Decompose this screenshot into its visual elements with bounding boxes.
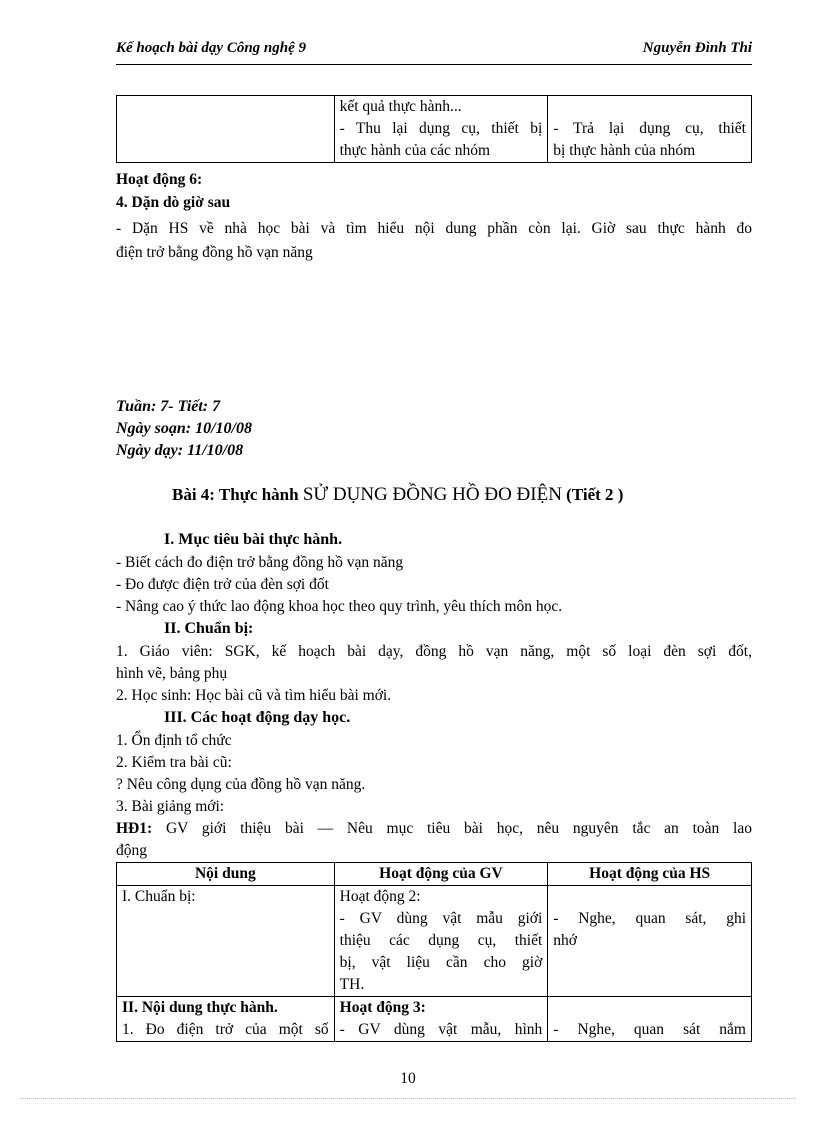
top-table-cell: - Trả lại dụng cụ, thiết bị thực hành của nhóm [548, 96, 752, 163]
table-cell: I. Chuẩn bị: [117, 886, 335, 997]
activity-item: ? Nêu công dụng của đồng hồ vạn năng. [116, 776, 366, 793]
activity-item: 1. Ổn định tổ chức [116, 732, 232, 749]
main-table [116, 862, 752, 1042]
activity6-text-2: điện trở bằng đồng hồ vạn năng [116, 244, 313, 261]
objective-item: - Biết cách đo điện trở bằng đồng hồ vạn năng [116, 554, 404, 571]
header-right: Nguyễn Đình Thi [642, 40, 752, 56]
lesson-title: Bài 4: Thực hành SỬ DỤNG ĐỒNG HỒ ĐO ĐIỆN (Tiết 2 ) [172, 484, 624, 505]
hd1-text: HĐ1: GV giới thiệu bài — Nêu mục tiêu bài học, nêu nguyên tắc an toàn lao [116, 820, 752, 837]
activity6-text: - Dặn HS về nhà học bài và tìm hiểu nội dung phần còn lại. Giờ sau thực hành đo [116, 220, 752, 237]
table-cell: Hoạt động 3: - GV dùng vật mẫu, hình [334, 997, 548, 1042]
table-header: Hoạt động của GV [334, 863, 548, 886]
top-table-cell: kết quả thực hành... - Thu lại dụng cụ, thiết bị thực hành của các nhóm [334, 96, 548, 163]
objectives-heading: I. Mục tiêu bài thực hành. [164, 531, 343, 548]
table-cell: - Nghe, quan sát, ghi nhớ [548, 886, 752, 997]
table-row [117, 886, 752, 997]
objective-item: - Đo được điện trở của đèn sợi đốt [116, 576, 329, 593]
table-cell: Hoạt động 2: - GV dùng vật mẫu giới thiệu các dụng cụ, thiết bị, vật liệu cần cho giờ TH. [334, 886, 548, 997]
footer-divider [20, 1098, 796, 1099]
preparation-teacher: 1. Giáo viên: SGK, kế hoạch bài dạy, đồng hồ vạn năng, một số loại đèn sợi đốt, [116, 643, 752, 660]
page-number: 10 [400, 1070, 416, 1087]
week-info: Tuần: 7- Tiết: 7 [116, 398, 221, 415]
objective-item: - Nâng cao ý thức lao động khoa học theo quy trình, yêu thích môn học. [116, 598, 563, 615]
table-cell: II. Nội dung thực hành. 1. Đo điện trở của một số [117, 997, 335, 1042]
prepared-date: Ngày soạn: 10/10/08 [116, 420, 252, 437]
preparation-heading: II. Chuẩn bị: [164, 620, 254, 637]
preparation-student: 2. Học sinh: Học bài cũ và tìm hiểu bài mới. [116, 687, 392, 704]
activity-item: 3. Bài giảng mới: [116, 798, 225, 815]
hd1-text-2: động [116, 842, 147, 859]
header-left: Kế hoạch bài dạy Công nghệ 9 [116, 40, 307, 56]
table-header-row [117, 863, 752, 886]
preparation-teacher-2: hình vẽ, bảng phụ [116, 665, 228, 682]
table-row [117, 997, 752, 1042]
table-cell: - Nghe, quan sát nắm [548, 997, 752, 1042]
header-divider [116, 64, 752, 65]
table-header: Nội dung [117, 863, 335, 886]
table-header: Hoạt động của HS [548, 863, 752, 886]
taught-date: Ngày dạy: 11/10/08 [116, 442, 244, 459]
activities-heading: III. Các hoạt động dạy học. [164, 709, 351, 726]
top-table [116, 95, 752, 163]
activity-item: 2. Kiểm tra bài cũ: [116, 754, 232, 771]
top-table-cell [117, 96, 335, 163]
activity6-subtitle: 4. Dặn dò giờ sau [116, 194, 231, 211]
activity6-title: Hoạt động 6: [116, 171, 203, 188]
